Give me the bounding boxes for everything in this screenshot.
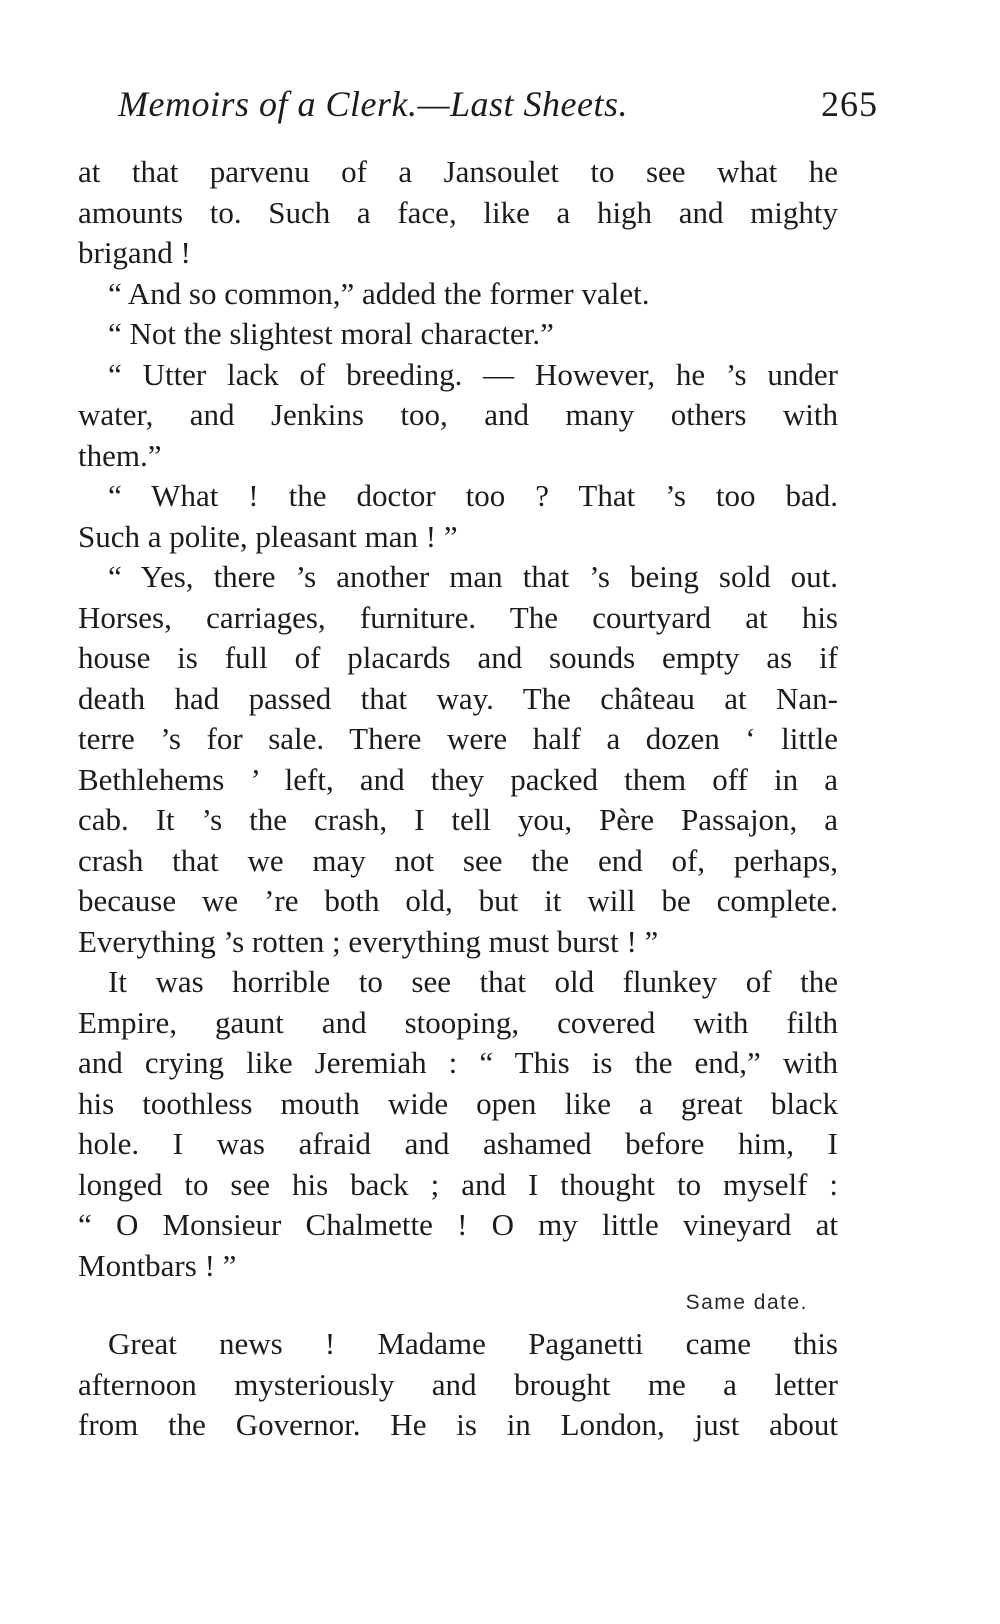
text-line: amounts to. Such a face, like a high and mighty [78, 194, 838, 230]
text-line: “ Not the slightest moral character.” [108, 316, 554, 351]
text-line: Everything ’s rotten ; everything must burst ! ” [78, 923, 659, 959]
page-header [118, 78, 878, 130]
text-line: them.” [78, 437, 162, 473]
text-line: brigand ! [78, 235, 191, 270]
text-line: at that parvenu of a Jansoulet to see what he [78, 154, 838, 189]
text-line: “ O Monsieur Chalmette ! O my little vineyard at [78, 1207, 838, 1242]
text-line: “ Utter lack of breeding. — However, he ’s under [108, 356, 838, 392]
text-line: from the Governor. He is in London, just about [78, 1407, 838, 1442]
text-line: house is full of placards and sounds empty as if [78, 640, 838, 675]
text-line: It was horrible to see that old flunkey of the [108, 964, 838, 999]
text-line: “ What ! the doctor too ? That ’s too bad. [108, 478, 838, 513]
text-line: his toothless mouth wide open like a great black [78, 1085, 838, 1121]
text-line: afternoon mysteriously and brought me a letter [78, 1366, 838, 1402]
text-line: and crying like Jeremiah : “ This is the end,” with [78, 1045, 838, 1080]
text-line: terre ’s for sale. There were half a dozen ‘ little [78, 721, 838, 756]
text-line: death had passed that way. The château at Nan- [78, 680, 838, 716]
text-line: Empire, gaunt and stooping, covered with filth [78, 1004, 838, 1040]
text-line: water, and Jenkins too, and many others with [78, 397, 838, 432]
text-line: “ And so common,” added the former valet. [108, 275, 650, 311]
dateline: Same date. [685, 1291, 808, 1314]
text-line: Great news ! Madame Paganetti came this [108, 1326, 838, 1361]
text-line: “ Yes, there ’s another man that ’s being sold out. [108, 559, 838, 594]
page-number: 265 [821, 84, 878, 124]
text-line: Bethlehems ’ left, and they packed them off in a [78, 761, 838, 797]
text-line: Montbars ! ” [78, 1247, 237, 1283]
text-line: because we ’re both old, but it will be complete. [78, 883, 838, 918]
text-line: crash that we may not see the end of, perhaps, [78, 842, 838, 878]
running-title: Memoirs of a Clerk.—Last Sheets. [118, 84, 628, 124]
text-line: hole. I was afraid and ashamed before him, I [78, 1126, 838, 1161]
page-body [78, 152, 838, 1446]
text-line: Such a polite, pleasant man ! ” [78, 518, 458, 554]
text-line: cab. It ’s the crash, I tell you, Père Passajon, a [78, 802, 838, 837]
text-line: Horses, carriages, furniture. The courtyard at his [78, 599, 838, 635]
text-line: longed to see his back ; and I thought to myself : [78, 1166, 838, 1202]
